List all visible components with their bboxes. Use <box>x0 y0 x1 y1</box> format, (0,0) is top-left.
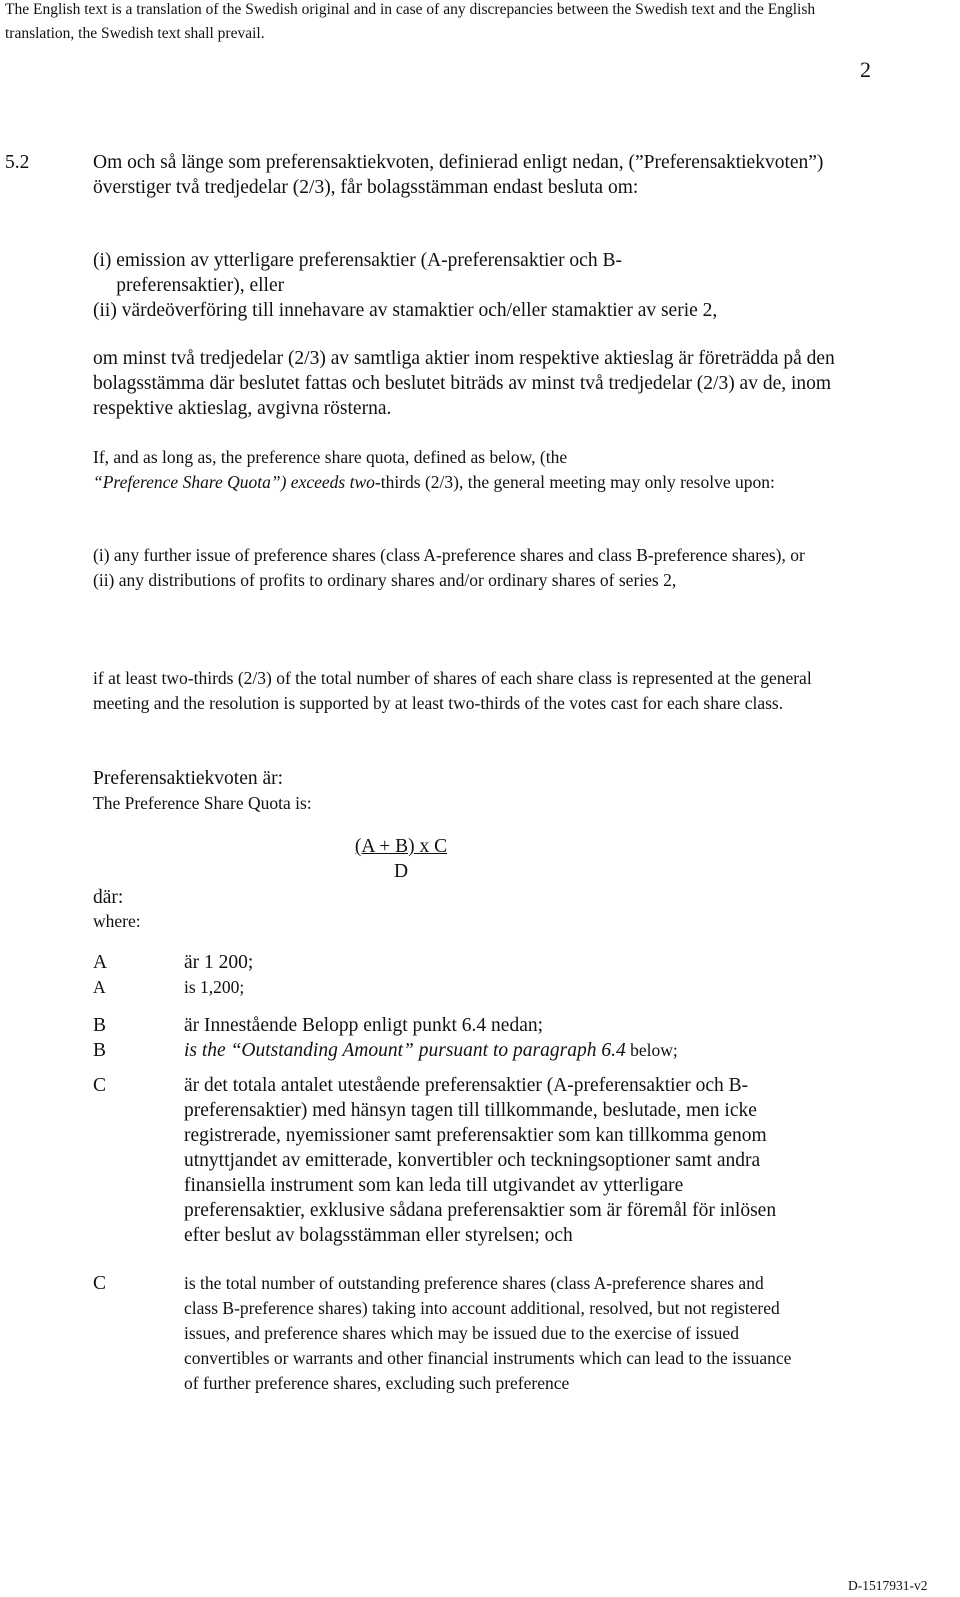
quota-swedish-label: Preferensaktiekvoten är: <box>93 768 284 789</box>
definition-text: är Innestående Belopp enligt punkt 6.4 nedan; <box>184 1015 544 1036</box>
list-item <box>93 248 693 298</box>
list-item <box>93 543 863 568</box>
definition-letter: A <box>93 952 108 973</box>
swedish-intro-paragraph <box>93 150 863 200</box>
english-condition-paragraph <box>93 666 863 716</box>
definition-a-swedish <box>93 950 793 975</box>
where-swedish-label: där: <box>93 887 124 908</box>
list-item-text: any further issue of preference shares (class A-preference shares and class B-preference shares), or <box>113 545 805 565</box>
definition-b-english <box>93 1038 793 1063</box>
definition-text-tail: below; <box>625 1040 678 1060</box>
where-english-label: where: <box>93 911 141 931</box>
list-item-marker: (ii) <box>93 570 119 590</box>
definition-c-swedish <box>93 1073 793 1248</box>
document-reference: D-1517931-v2 <box>848 1578 928 1593</box>
english-intro-paragraph <box>93 445 863 495</box>
definition-letter: A <box>93 977 106 997</box>
english-items-list <box>93 543 863 593</box>
definition-a-english <box>93 975 793 1000</box>
swedish-intro-text: Om och så länge som preferensaktiekvoten, definierad enligt nedan, (”Preferensaktiekvoten”) överstiger två tredjedelar (2/3), får bolagsstämman endast besluta om: <box>93 152 824 198</box>
english-intro-text <box>93 445 863 495</box>
definition-letter: C <box>93 1075 107 1096</box>
definition-text: är det totala antalet utestående preferensaktier (A-preferensaktier och B-preferensaktier) med hänsyn tagen till tillkommande, beslutade, men icke registrerade, nyemissioner samt preferensaktier som kan tillkomma genom utnyttjandet av emitterade, konvertibler och teckningsoptioner samt andra finansiella instrument som kan leda till utgivandet av ytterligare preferensaktier, exklusive sådana preferensaktier som är föremål för inlösen efter beslut av bolagsstämman eller styrelsen; och <box>184 1075 777 1246</box>
quota-english-label: The Preference Share Quota is: <box>93 793 312 813</box>
quota-formula <box>346 834 456 884</box>
list-item <box>93 298 853 323</box>
formula-denominator: D <box>393 861 409 882</box>
list-item <box>93 568 773 593</box>
definition-b-swedish <box>93 1013 793 1038</box>
list-item-marker: (i) <box>93 250 117 271</box>
english-intro-end: -thirds (2/3), the general meeting may only resolve upon: <box>374 472 775 492</box>
swedish-condition-text: om minst två tredjedelar (2/3) av samtliga aktier inom respektive aktieslag är företrädda på den bolagsstämma där beslutet fattas och beslutet biträds av minst två tredjedelar (2/3) av de, inom respektive aktieslag, avgivna rösterna. <box>93 348 835 419</box>
definition-text-italic: is the “Outstanding Amount” pursuant to paragraph 6.4 <box>184 1040 626 1061</box>
list-item-text: any distributions of profits to ordinary shares and/or ordinary shares of series 2, <box>118 570 677 590</box>
english-condition-text: if at least two-thirds (2/3) of the total number of shares of each share class is represented at the general meeting and the resolution is supported by at least two-thirds of the votes cast for each share class. <box>93 668 812 713</box>
definition-letter: C <box>93 1273 107 1294</box>
definition-text: är 1 200; <box>184 952 254 973</box>
swedish-items-list <box>93 248 718 323</box>
list-item-marker: (ii) <box>93 300 122 321</box>
page-number: 2 <box>860 57 871 82</box>
definition-letter: B <box>93 1015 107 1036</box>
definition-text: is 1,200; <box>184 977 245 997</box>
definition-c-english <box>93 1271 793 1396</box>
translation-notice: The English text is a translation of the Swedish original and in case of any discrepancies between the Swedish text and the English translation, the Swedish text shall prevail. <box>5 1 816 42</box>
definition-letter: B <box>93 1040 107 1061</box>
defined-term-preference-share-quota: “Preference Share Quota”) exceeds two <box>93 472 375 492</box>
formula-numerator: (A + B) x C <box>354 836 448 857</box>
definition-text: is the total number of outstanding preference shares (class A-preference shares and class B-preference shares) taking into account additional, resolved, but not registered issues, and preference shares which may be issued due to the exercise of issued convertibles or warrants and other financial instruments which can lead to the issuance of further preference shares, excluding such preference <box>184 1273 792 1393</box>
list-item-text: värdeöverföring till innehavare av stamaktier och/eller stamaktier av serie 2, <box>121 300 718 321</box>
swedish-condition-paragraph <box>93 346 863 421</box>
list-item-marker: (i) <box>93 545 114 565</box>
list-item-text: emission av ytterligare preferensaktier (A-preferensaktier och B-preferensaktier), eller <box>116 250 622 296</box>
section-number: 5.2 <box>5 152 30 173</box>
english-intro-start: If, and as long as, the preference share quota, defined as below, (the <box>93 447 568 467</box>
